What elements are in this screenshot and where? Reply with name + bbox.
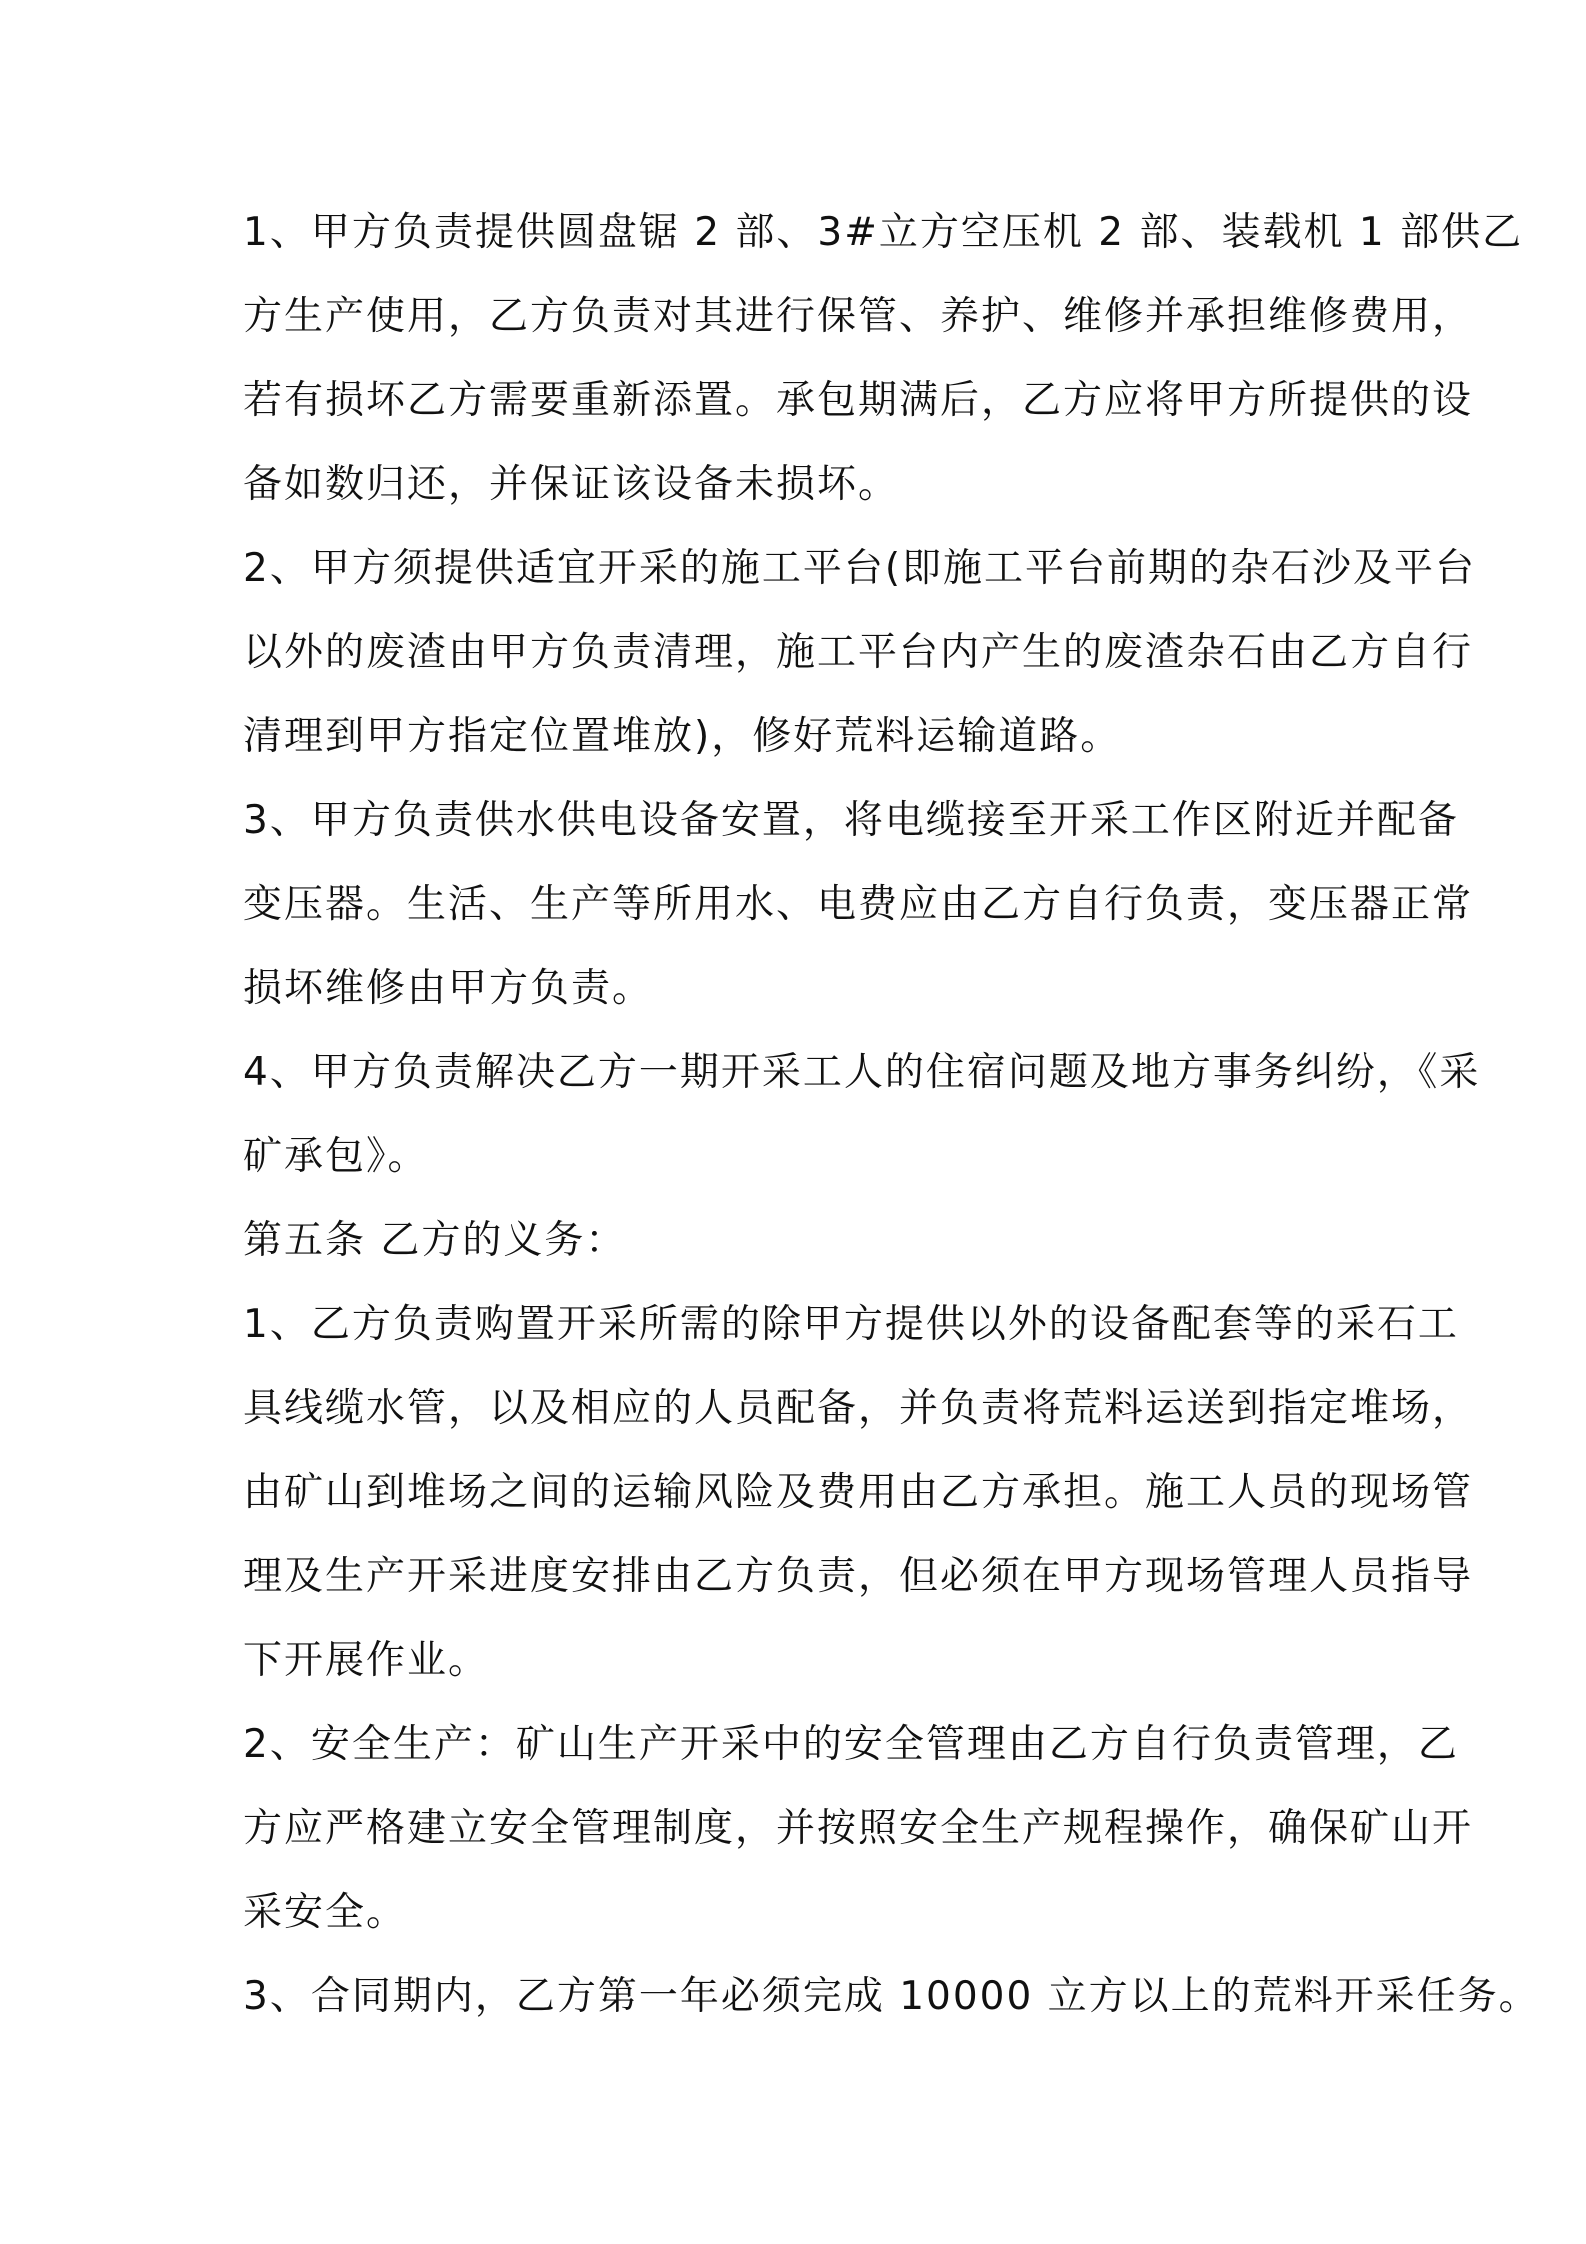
text-line: 由矿山到堆场之间的运输风险及费用由乙方承担。施工人员的现场管 — [243, 1470, 1474, 1515]
text-line: 4、甲方负责解决乙方一期开采工人的住宿问题及地方事务纠纷，《采 — [243, 1050, 1481, 1095]
paragraph-party-a-item-2 — [243, 527, 1477, 779]
document-page — [243, 191, 1540, 2039]
paragraph-party-a-item-1 — [243, 191, 1524, 527]
text-line: 若有损坏乙方需要重新添置。承包期满后，乙方应将甲方所提供的设 — [243, 378, 1474, 423]
text-line: 3、甲方负责供水供电设备安置，将电缆接至开采工作区附近并配备 — [243, 798, 1459, 843]
paragraph-party-a-item-3 — [243, 779, 1474, 1031]
text-line: 备如数归还，并保证该设备未损坏。 — [243, 462, 900, 507]
text-line: 方生产使用，乙方负责对其进行保管、养护、维修并承担维修费用， — [243, 294, 1474, 339]
paragraph-party-b-item-2 — [243, 1703, 1474, 1955]
text-line: 1、甲方负责提供圆盘锯 2 部、3#立方空压机 2 部、装载机 1 部供乙 — [243, 210, 1524, 255]
section-heading: 第五条 乙方的义务： — [243, 1218, 627, 1263]
text-line: 以外的废渣由甲方负责清理，施工平台内产生的废渣杂石由乙方自行 — [243, 630, 1474, 675]
text-line: 矿承包》。 — [243, 1134, 429, 1179]
text-line: 具线缆水管，以及相应的人员配备，并负责将荒料运送到指定堆场， — [243, 1386, 1474, 1431]
text-line: 理及生产开采进度安排由乙方负责，但必须在甲方现场管理人员指导 — [243, 1554, 1474, 1599]
paragraph-party-b-item-1 — [243, 1283, 1474, 1703]
paragraph-party-a-item-4 — [243, 1031, 1481, 1199]
text-line: 3、合同期内，乙方第一年必须完成 10000 立方以上的荒料开采任务。 — [243, 1974, 1540, 2019]
text-line: 2、甲方须提供适宜开采的施工平台(即施工平台前期的杂石沙及平台 — [243, 546, 1477, 591]
text-line: 1、乙方负责购置开采所需的除甲方提供以外的设备配套等的采石工 — [243, 1302, 1459, 1347]
text-line: 变压器。生活、生产等所用水、电费应由乙方自行负责，变压器正常 — [243, 882, 1474, 927]
text-line: 2、安全生产：矿山生产开采中的安全管理由乙方自行负责管理，乙 — [243, 1722, 1459, 1767]
text-line: 损坏维修由甲方负责。 — [243, 966, 654, 1011]
text-line: 采安全。 — [243, 1890, 408, 1935]
article-5-heading — [243, 1199, 1353, 1283]
text-line: 下开展作业。 — [243, 1638, 490, 1683]
paragraph-party-b-item-3 — [243, 1955, 1540, 2039]
text-line: 清理到甲方指定位置堆放)，修好荒料运输道路。 — [243, 714, 1122, 759]
text-line: 方应严格建立安全管理制度，并按照安全生产规程操作，确保矿山开 — [243, 1806, 1474, 1851]
